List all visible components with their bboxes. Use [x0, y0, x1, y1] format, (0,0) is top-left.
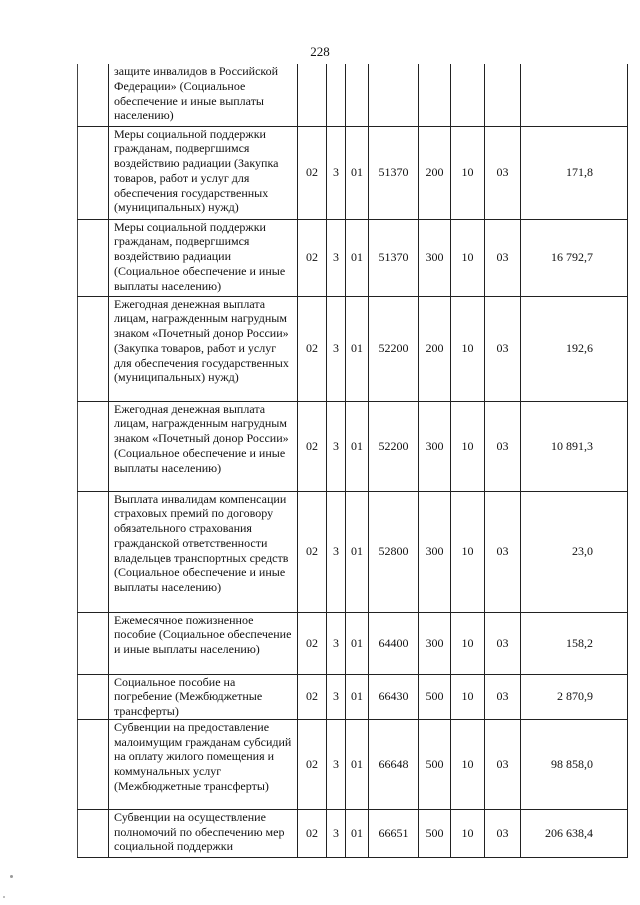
section-code — [327, 64, 346, 126]
expense-type-code: 300 — [419, 219, 451, 296]
part-code: 10 — [451, 809, 485, 857]
ministry-code: 02 — [298, 719, 327, 809]
subsection-code: 01 — [346, 219, 369, 296]
target-article-code: 51370 — [369, 126, 419, 219]
subpart-code: 03 — [485, 809, 521, 857]
row-marker-cell — [78, 219, 109, 296]
row-marker-cell — [78, 401, 109, 491]
expense-type-code: 500 — [419, 809, 451, 857]
amount-value: 192,6 — [521, 296, 628, 401]
expense-type-code — [419, 64, 451, 126]
subsection-code: 01 — [346, 719, 369, 809]
row-marker-cell — [78, 491, 109, 612]
ministry-code: 02 — [298, 219, 327, 296]
expense-type-code: 200 — [419, 126, 451, 219]
amount-value: 98 858,0 — [521, 719, 628, 809]
ministry-code: 02 — [298, 401, 327, 491]
expense-type-code: 200 — [419, 296, 451, 401]
amount-value — [521, 64, 628, 126]
subsection-code: 01 — [346, 126, 369, 219]
item-name: Меры социальной поддержки гражданам, подвергшимся воздействию радиации (Закупка товаров, работ и услуг для обеспечения государственных (муниципальных) нужд) — [109, 126, 298, 219]
part-code: 10 — [451, 219, 485, 296]
expense-type-code: 500 — [419, 674, 451, 719]
section-code: 3 — [327, 674, 346, 719]
part-code: 10 — [451, 491, 485, 612]
table-row — [78, 719, 628, 809]
item-name: Субвенции на предоставление малоимущим гражданам субсидий на оплату жилого помещения и коммунальных услуг (Межбюджетные трансферты) — [109, 719, 298, 809]
item-name: Субвенции на осуществление полномочий по обеспечению мер социальной поддержки — [109, 809, 298, 857]
item-name: Выплата инвалидам компенсации страховых премий по договору обязательного страхования гражданской ответственности владельцев транспортных средств (Социальное обеспечение и иные выплаты населению) — [109, 491, 298, 612]
table-row — [78, 612, 628, 674]
part-code: 10 — [451, 126, 485, 219]
table-row — [78, 296, 628, 401]
section-code: 3 — [327, 719, 346, 809]
subpart-code: 03 — [485, 719, 521, 809]
table-row — [78, 126, 628, 219]
item-name: Меры социальной поддержки гражданам, подвергшимся воздействию радиации (Социальное обеспечение и иные выплаты населению) — [109, 219, 298, 296]
subsection-code — [346, 64, 369, 126]
row-marker-cell — [78, 126, 109, 219]
target-article-code: 51370 — [369, 219, 419, 296]
target-article-code — [369, 64, 419, 126]
section-code: 3 — [327, 612, 346, 674]
section-code: 3 — [327, 491, 346, 612]
amount-value: 171,8 — [521, 126, 628, 219]
table-row — [78, 64, 628, 126]
item-name: защите инвалидов в Российской Федерации» (Социальное обеспечение и иные выплаты населению) — [109, 64, 298, 126]
expense-type-code: 300 — [419, 401, 451, 491]
row-marker-cell — [78, 719, 109, 809]
subsection-code: 01 — [346, 674, 369, 719]
row-marker-cell — [78, 64, 109, 126]
section-code: 3 — [327, 219, 346, 296]
subpart-code: 03 — [485, 491, 521, 612]
ministry-code: 02 — [298, 491, 327, 612]
subpart-code — [485, 64, 521, 126]
row-marker-cell — [78, 674, 109, 719]
target-article-code: 66648 — [369, 719, 419, 809]
item-name: Социальное пособие на погребение (Межбюджетные трансферты) — [109, 674, 298, 719]
amount-value: 10 891,3 — [521, 401, 628, 491]
part-code: 10 — [451, 612, 485, 674]
item-name: Ежемесячное пожизненное пособие (Социальное обеспечение и иные выплаты населению) — [109, 612, 298, 674]
row-marker-cell — [78, 296, 109, 401]
amount-value: 206 638,4 — [521, 809, 628, 857]
target-article-code: 52200 — [369, 401, 419, 491]
scan-artifact — [10, 875, 13, 878]
amount-value: 2 870,9 — [521, 674, 628, 719]
ministry-code: 02 — [298, 296, 327, 401]
part-code: 10 — [451, 674, 485, 719]
subsection-code: 01 — [346, 809, 369, 857]
part-code: 10 — [451, 719, 485, 809]
row-marker-cell — [78, 809, 109, 857]
row-marker-cell — [78, 612, 109, 674]
expense-type-code: 500 — [419, 719, 451, 809]
subsection-code: 01 — [346, 296, 369, 401]
target-article-code: 52200 — [369, 296, 419, 401]
budget-table — [77, 64, 628, 858]
part-code: 10 — [451, 296, 485, 401]
section-code: 3 — [327, 401, 346, 491]
section-code: 3 — [327, 809, 346, 857]
table-row — [78, 491, 628, 612]
section-code: 3 — [327, 126, 346, 219]
amount-value: 23,0 — [521, 491, 628, 612]
expense-type-code: 300 — [419, 491, 451, 612]
ministry-code: 02 — [298, 612, 327, 674]
subsection-code: 01 — [346, 401, 369, 491]
ministry-code: 02 — [298, 126, 327, 219]
subpart-code: 03 — [485, 296, 521, 401]
page-number: 228 — [310, 44, 330, 59]
part-code: 10 — [451, 401, 485, 491]
table-row — [78, 809, 628, 857]
subsection-code: 01 — [346, 491, 369, 612]
target-article-code: 52800 — [369, 491, 419, 612]
subpart-code: 03 — [485, 126, 521, 219]
section-code: 3 — [327, 296, 346, 401]
target-article-code: 66651 — [369, 809, 419, 857]
part-code — [451, 64, 485, 126]
ministry-code: 02 — [298, 809, 327, 857]
item-name: Ежегодная денежная выплата лицам, награжденным нагрудным знаком «Почетный донор России» (Социальное обеспечение и иные выплаты населению) — [109, 401, 298, 491]
target-article-code: 66430 — [369, 674, 419, 719]
ministry-code: 02 — [298, 674, 327, 719]
target-article-code: 64400 — [369, 612, 419, 674]
subpart-code: 03 — [485, 401, 521, 491]
table-row — [78, 401, 628, 491]
subpart-code: 03 — [485, 219, 521, 296]
amount-value: 16 792,7 — [521, 219, 628, 296]
item-name: Ежегодная денежная выплата лицам, награжденным нагрудным знаком «Почетный донор России» (Закупка товаров, работ и услуг для обеспечения государственных (муниципальных) нужд) — [109, 296, 298, 401]
amount-value: 158,2 — [521, 612, 628, 674]
subpart-code: 03 — [485, 612, 521, 674]
ministry-code — [298, 64, 327, 126]
table-row — [78, 674, 628, 719]
scan-artifact — [3, 896, 5, 898]
table-row — [78, 219, 628, 296]
table-body — [78, 64, 628, 857]
expense-type-code: 300 — [419, 612, 451, 674]
subpart-code: 03 — [485, 674, 521, 719]
subsection-code: 01 — [346, 612, 369, 674]
